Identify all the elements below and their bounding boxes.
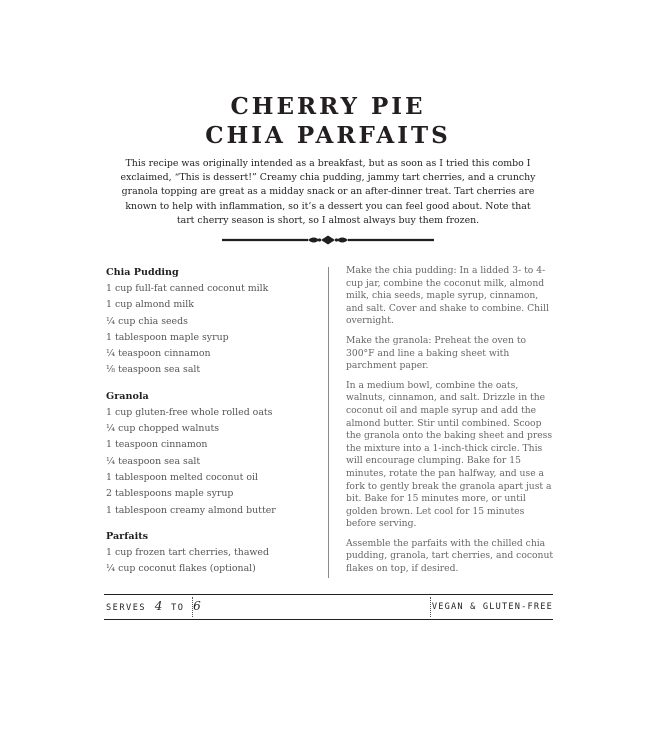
ingredient-item: ¼ cup chia seeds bbox=[106, 315, 188, 327]
ingredient-item: 2 tablespoons maple syrup bbox=[106, 488, 234, 500]
ingredient-item: 1 cup almond milk bbox=[106, 299, 194, 311]
granola-heading: Granola bbox=[106, 390, 149, 402]
ingredient-item: ¼ cup coconut flakes (optional) bbox=[106, 563, 256, 575]
title-line-1: CHERRY PIE bbox=[230, 93, 426, 120]
ingredient-item: ¼ teaspoon sea salt bbox=[106, 455, 201, 467]
ingredient-item: 1 cup gluten-free whole rolled oats bbox=[106, 406, 273, 418]
direction-step: Assemble the parfaits with the chilled chia pudding, granola, tart cherries, and coconut flakes on top, if desired. bbox=[346, 537, 554, 575]
serves-label: SERVES bbox=[106, 603, 147, 613]
direction-step: Make the chia pudding: In a lidded 3- to 4-cup jar, combine the coconut milk, almond milk, chia seeds, maple syrup, cinnamon, and salt. Cover and shake to combine. Chill overnight. bbox=[346, 265, 549, 327]
ingredient-item: ¼ cup chopped walnuts bbox=[106, 423, 220, 435]
ornament-divider bbox=[222, 234, 434, 246]
recipe-title bbox=[0, 92, 656, 150]
ingredient-item: 1 tablespoon maple syrup bbox=[106, 331, 229, 343]
recipe-intro: This recipe was originally intended as a breakfast, but as soon as I tried this combo I exclaimed, “This is dessert!” Creamy chia pudding, jammy tart cherries, and a crunchy granola topping are great as a midday snack or an after-dinner treat. Tart cherries are known to help with inflammation, so it’s a dessert you can feel good about. Note that tart cherry season is short, so I almost always buy them frozen. bbox=[120, 158, 536, 226]
ingredient-item: 1 cup frozen tart cherries, thawed bbox=[106, 546, 269, 558]
serves-info bbox=[106, 599, 203, 615]
title-line-2: CHIA PARFAITS bbox=[205, 122, 451, 149]
footer-dotted-separator bbox=[430, 597, 431, 617]
serves-to: TO bbox=[171, 603, 185, 613]
ingredient-item: 1 teaspoon cinnamon bbox=[106, 439, 208, 451]
direction-step: In a medium bowl, combine the oats, walnuts, cinnamon, and salt. Drizzle in the coconut oil and maple syrup and add the almond butter. Stir until combined. Scoop the granola onto the baking sheet and press the mixture into a 1-inch-thick circle. This will encourage clumping. Bake for 15 minutes, rotate the pan halfway, and use a fork to gently break the granola apart just a bit. Bake for 15 minutes more, or until golden brown. Let cool for 15 minutes before serving. bbox=[346, 379, 553, 530]
chia-pudding-heading: Chia Pudding bbox=[106, 267, 179, 278]
serves-min: 4 bbox=[154, 599, 163, 613]
ingredient-item: 1 cup full-fat canned coconut milk bbox=[106, 283, 269, 294]
ingredient-item: 1 tablespoon creamy almond butter bbox=[106, 504, 276, 516]
footer-rule-bottom bbox=[104, 619, 553, 620]
serves-max: 6 bbox=[193, 599, 201, 613]
footer-rule-top bbox=[104, 594, 553, 595]
ingredient-item: ¼ teaspoon cinnamon bbox=[106, 348, 211, 360]
directions-column bbox=[346, 265, 556, 583]
parfaits-heading: Parfaits bbox=[106, 530, 149, 542]
column-divider bbox=[328, 267, 329, 578]
ingredient-item: ⅛ teaspoon sea salt bbox=[106, 364, 201, 376]
diet-tag: VEGAN & GLUTEN-FREE bbox=[431, 602, 553, 612]
ingredient-item: 1 tablespoon melted coconut oil bbox=[106, 471, 258, 483]
ingredients-column bbox=[106, 265, 306, 577]
direction-step: Make the granola: Preheat the oven to 300°F and line a baking sheet with parchment paper. bbox=[346, 334, 527, 372]
